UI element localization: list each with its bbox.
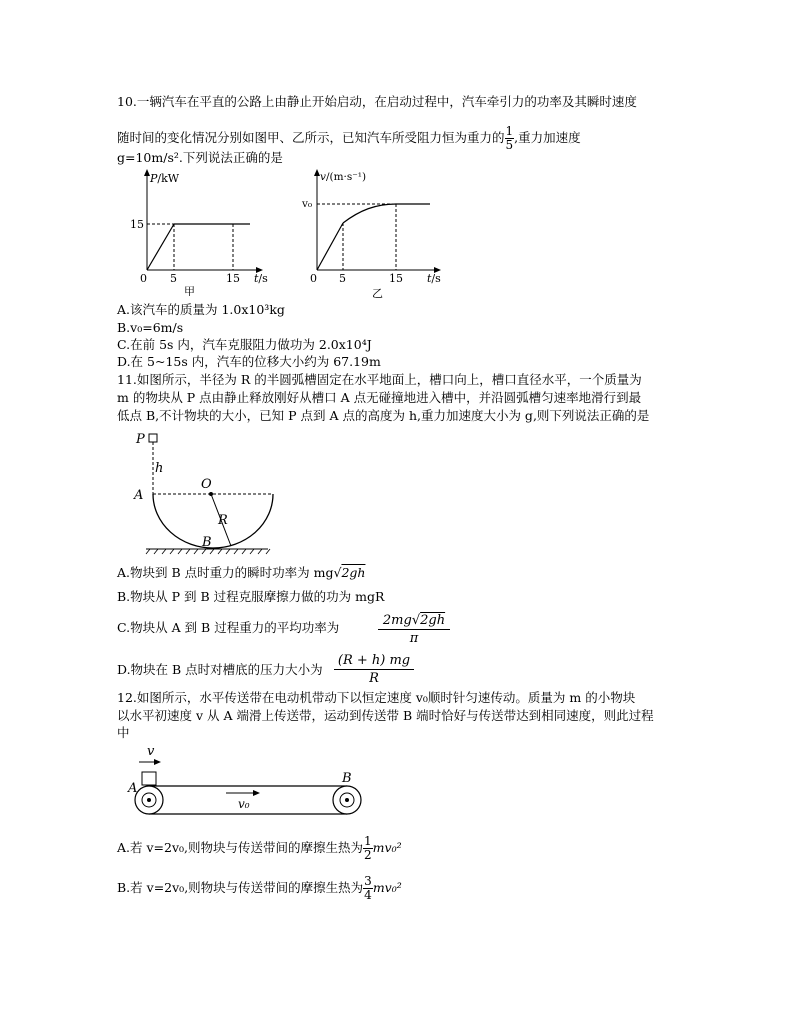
v-arrow-head [154, 759, 161, 765]
q11-optC-den: π [409, 631, 419, 646]
q12-optA-den: 2 [364, 848, 372, 862]
q12-line1: 12.如图所示，水平传送带在电动机带动下以恒定速度 v₀顺时针匀速传动。质量为 m 的小物块 [117, 690, 636, 705]
yi-origin: 0 [310, 272, 317, 285]
label-B: B [202, 535, 212, 550]
yi-x5: 5 [339, 272, 346, 285]
q12-option-a [117, 835, 402, 862]
q12-optB-den: 4 [364, 888, 372, 902]
yi-caption: 乙 [372, 287, 383, 300]
conveyor-belt-figure [120, 742, 370, 822]
label-O: O [201, 477, 212, 492]
block-at-P [149, 434, 157, 442]
label-A: A [134, 488, 144, 503]
jia-xlabel: t/s [254, 272, 268, 285]
jia-origin: 0 [140, 272, 147, 285]
q12-line3: 中 [117, 725, 130, 740]
label-P: P [136, 432, 145, 447]
q11-optC-radicand: 2gh [420, 613, 446, 628]
yi-v0: v₀ [302, 198, 313, 210]
jia-x5: 5 [170, 272, 177, 285]
q10-line1: 10.一辆汽车在平直的公路上由静止开始启动，在启动过程中，汽车牵引力的功率及其瞬时速度 [117, 94, 637, 109]
q12-optA-text: A.若 v=2v₀,则物块与传送带间的摩擦生热为 [117, 840, 364, 855]
q11-line2: m 的物块从 P 点由静止释放刚好从槽口 A 点无碰撞地进入槽中，并沿圆弧槽匀速率地滑行到最 [117, 390, 642, 405]
label-B-belt: B [342, 771, 352, 786]
q10-line2-pre: 随时间的变化情况分别如图甲、乙所示，已知汽车所受阻力恒为重力的 [117, 130, 505, 145]
label-v0: v₀ [238, 797, 250, 811]
q11-option-a [117, 565, 365, 581]
q11-option-c: C.物块从 A 到 B 过程重力的平均功率为 [117, 620, 340, 635]
sqrt-symbol: √ [333, 565, 342, 580]
q12-optB-fraction [363, 875, 373, 902]
v0-arrow-head [253, 790, 260, 796]
q10-line2-post: ,重力加速度 [514, 130, 581, 145]
jia-caption: 甲 [184, 285, 195, 296]
yi-curve [343, 204, 430, 223]
left-pulley-axle [147, 798, 151, 802]
q12-optB-text: B.若 v=2v₀,则物块与传送带间的摩擦生热为 [117, 880, 364, 895]
q10-option-d: D.在 5~15s 内，汽车的位移大小约为 67.19m [117, 354, 381, 369]
q11-option-d: D.物块在 B 点时对槽底的压力大小为 [117, 662, 323, 677]
q11-line3: 低点 B,不计物块的大小，已知 P 点到 A 点的高度为 h,重力加速度大小为 g,则下列说法正确的是 [117, 408, 650, 423]
yi-ramp-line [317, 223, 343, 270]
jia-ramp-line [147, 224, 174, 270]
q11-line1: 11.如图所示，半径为 R 的半圆弧槽固定在水平地面上，槽口向上，槽口直径水平，一个质量为 [117, 372, 642, 387]
sqrt-symbol-c: √ [411, 613, 421, 628]
q11-optC-numerator [378, 612, 450, 630]
q11-optA-radicand: 2gh [341, 565, 366, 580]
q12-optB-post: mv₀² [372, 880, 402, 895]
q11-optD-den: R [369, 671, 379, 686]
q10-option-b: B.v₀=6m/s [117, 320, 184, 335]
jia-ylabel: P/kW [150, 172, 180, 185]
q10-option-a: A.该汽车的质量为 1.0x10³kg [117, 302, 285, 317]
semicircle-groove-figure [128, 424, 288, 562]
q10-line3: g=10m/s².下列说法正确的是 [117, 150, 283, 165]
q11-optC-fraction [378, 612, 450, 647]
q12-option-b [117, 875, 402, 902]
q10-frac-den: 5 [505, 138, 514, 152]
q12-optA-post: mv₀² [372, 840, 402, 855]
label-h: h [155, 461, 164, 476]
small-block [142, 772, 156, 785]
q11-optA-text: A.物块到 B 点时重力的瞬时功率为 mg [117, 565, 334, 580]
label-v: v [147, 744, 155, 759]
label-R: R [218, 513, 228, 528]
q12-optA-num: 1 [364, 834, 372, 848]
q12-line2: 以水平初速度 v 从 A 端滑上传送带，运动到传送带 B 端时恰好与传送带达到相同速度，则此过程 [117, 708, 654, 723]
right-pulley-axle [345, 798, 349, 802]
power-time-graph [122, 166, 282, 296]
q12-optB-num: 3 [364, 874, 372, 888]
yi-ylabel: v/(m·s⁻¹) [320, 171, 367, 183]
q11-optD-num: (R + h) mg [334, 652, 414, 670]
q12-optA-fraction [363, 835, 373, 862]
jia-y15: 15 [130, 218, 144, 231]
q10-option-c: C.在前 5s 内，汽车克服阻力做功为 2.0x10⁴J [117, 337, 372, 352]
q10-frac-num: 1 [505, 124, 514, 138]
jia-x15: 15 [226, 272, 240, 285]
yi-xlabel: t/s [427, 272, 441, 285]
yi-x15: 15 [389, 272, 403, 285]
q10-fraction [505, 125, 515, 152]
semicircle-arc [153, 494, 273, 548]
q10-line2 [117, 125, 581, 152]
q11-optD-fraction [334, 652, 414, 687]
velocity-time-graph [296, 166, 456, 300]
label-A-belt: A [128, 781, 138, 796]
q11-optC-num: 2mg [382, 613, 412, 628]
q11-option-b: B.物块从 P 到 B 过程克服摩擦力做的功为 mgR [117, 589, 385, 604]
